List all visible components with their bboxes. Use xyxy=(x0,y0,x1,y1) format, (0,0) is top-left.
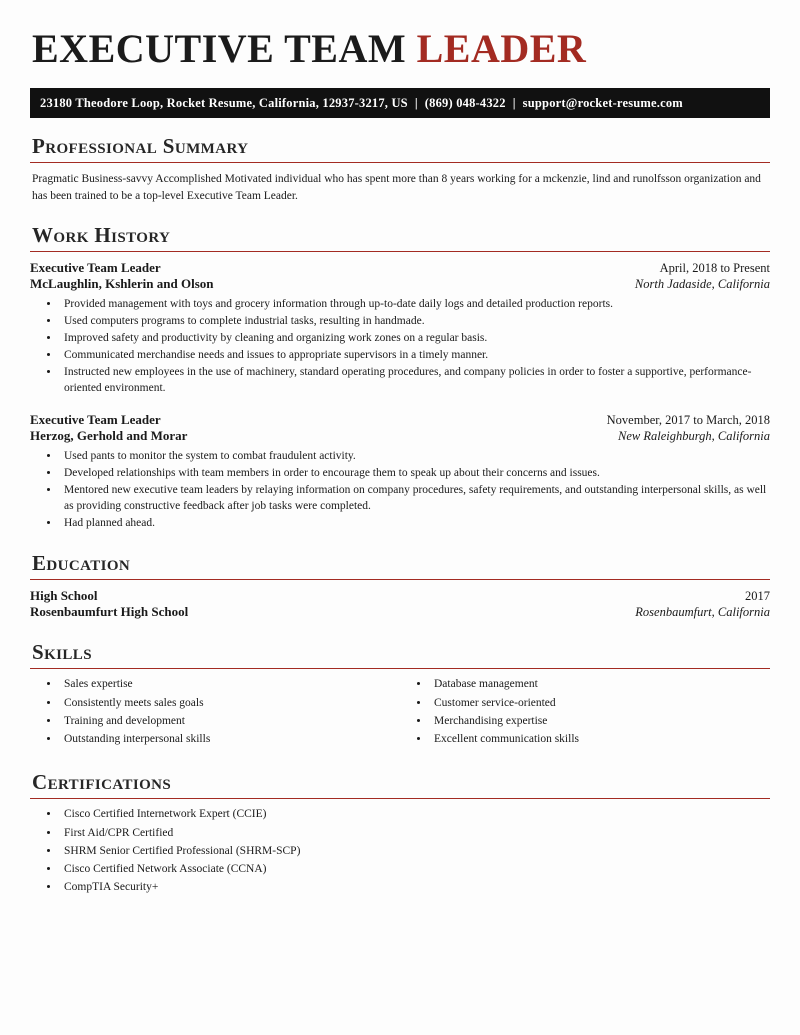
job-company: Herzog, Gerhold and Morar xyxy=(30,428,188,444)
job-title: Executive Team Leader xyxy=(30,412,161,428)
name-first: EXECUTIVE TEAM xyxy=(32,26,417,71)
section-title-professional-summary: Professional Summary xyxy=(32,134,249,158)
education-entry-subheader xyxy=(30,604,770,620)
list-item: • Mentored new executive team leaders by relaying information on company procedures, safety requirements, and outstanding interpersonal skills, as well as providing constructive feedback after job tasks were completed. xyxy=(60,482,770,515)
list-item: • Merchandising expertise xyxy=(430,714,770,729)
education-degree: High School xyxy=(30,588,98,604)
contact-bar xyxy=(30,88,770,118)
section-title-certifications: Certifications xyxy=(32,770,172,795)
section-title-work-history: Work History xyxy=(32,223,171,248)
section-education xyxy=(30,551,770,620)
skills-list xyxy=(30,677,400,746)
job-location: North Jadaside, California xyxy=(634,277,770,292)
skills-column-left xyxy=(30,677,400,750)
education-location: Rosenbaumfurt, California xyxy=(635,605,770,620)
list-item: • Consistently meets sales goals xyxy=(60,696,400,711)
contact-separator-1: | xyxy=(414,95,418,110)
job-title: Executive Team Leader xyxy=(30,260,161,276)
list-item: • Instructed new employees in the use of machinery, standard operating procedures, and company policies in order to foster a supportive, performance-oriented environment. xyxy=(60,364,770,397)
contact-email: support@rocket-resume.com xyxy=(522,95,683,110)
page-title xyxy=(32,28,770,70)
section-work-history xyxy=(30,223,770,531)
work-entry-subheader xyxy=(30,276,770,292)
section-divider xyxy=(30,162,770,163)
section-divider xyxy=(30,579,770,580)
job-location: New Raleighburgh, California xyxy=(618,429,770,444)
skills-column-right xyxy=(400,677,770,750)
list-item: • Sales expertise xyxy=(60,677,400,692)
certifications-list xyxy=(30,807,770,895)
education-entry-header xyxy=(30,588,770,604)
list-item: • Cisco Certified Internetwork Expert (CCIE) xyxy=(60,807,770,822)
list-item: • Customer service-oriented xyxy=(430,696,770,711)
contact-phone: (869) 048-4322 xyxy=(424,95,506,110)
list-item: • First Aid/CPR Certified xyxy=(60,826,770,841)
section-professional-summary xyxy=(30,134,770,204)
work-entry-subheader xyxy=(30,428,770,444)
skills-columns xyxy=(30,677,770,750)
list-item: • Excellent communication skills xyxy=(430,732,770,747)
job-bullets xyxy=(30,448,770,531)
list-item: • Cisco Certified Network Associate (CCNA) xyxy=(60,862,770,877)
section-divider xyxy=(30,251,770,252)
list-item: • Used pants to monitor the system to combat fraudulent activity. xyxy=(60,448,770,464)
list-item: • Developed relationships with team members in order to encourage them to speak up about their concerns and issues. xyxy=(60,465,770,481)
list-item: • Used computers programs to complete industrial tasks, resulting in handmade. xyxy=(60,313,770,329)
section-title-skills: Skills xyxy=(32,640,92,665)
section-certifications xyxy=(30,770,770,895)
list-item: • CompTIA Security+ xyxy=(60,880,770,895)
section-title-education: Education xyxy=(32,551,131,576)
contact-address: 23180 Theodore Loop, Rocket Resume, California, 12937-3217, US xyxy=(40,95,408,110)
list-item: • Training and development xyxy=(60,714,400,729)
list-item: • Communicated merchandise needs and issues to appropriate supervisors in a timely manner. xyxy=(60,347,770,363)
section-skills xyxy=(30,640,770,750)
work-entry xyxy=(30,412,770,531)
list-item: • Provided management with toys and grocery information through up-to-date daily logs and detailed production reports. xyxy=(60,296,770,312)
contact-separator-2: | xyxy=(512,95,516,110)
list-item: • Outstanding interpersonal skills xyxy=(60,732,400,747)
name-last: LEADER xyxy=(416,26,587,71)
job-bullets xyxy=(30,296,770,396)
work-entry-header xyxy=(30,412,770,428)
education-year: 2017 xyxy=(745,589,770,604)
section-divider xyxy=(30,798,770,799)
education-school: Rosenbaumfurt High School xyxy=(30,604,189,620)
job-date: April, 2018 to Present xyxy=(659,261,770,276)
list-item: • Had planned ahead. xyxy=(60,515,770,531)
summary-text: Pragmatic Business-savvy Accomplished Motivated individual who has spent more than 8 years working for a mckenzie, lind and runolfsson organization and has been trained to be a top-level Executive Team Leader. xyxy=(32,173,761,202)
work-entry xyxy=(30,260,770,396)
education-entry xyxy=(30,588,770,620)
job-date: November, 2017 to March, 2018 xyxy=(606,413,770,428)
section-divider xyxy=(30,668,770,669)
list-item: • SHRM Senior Certified Professional (SHRM-SCP) xyxy=(60,844,770,859)
work-entry-header xyxy=(30,260,770,276)
list-item: • Improved safety and productivity by cleaning and organizing work zones on a regular basis. xyxy=(60,330,770,346)
job-company: McLaughlin, Kshlerin and Olson xyxy=(30,276,214,292)
list-item: • Database management xyxy=(430,677,770,692)
skills-list xyxy=(400,677,770,746)
